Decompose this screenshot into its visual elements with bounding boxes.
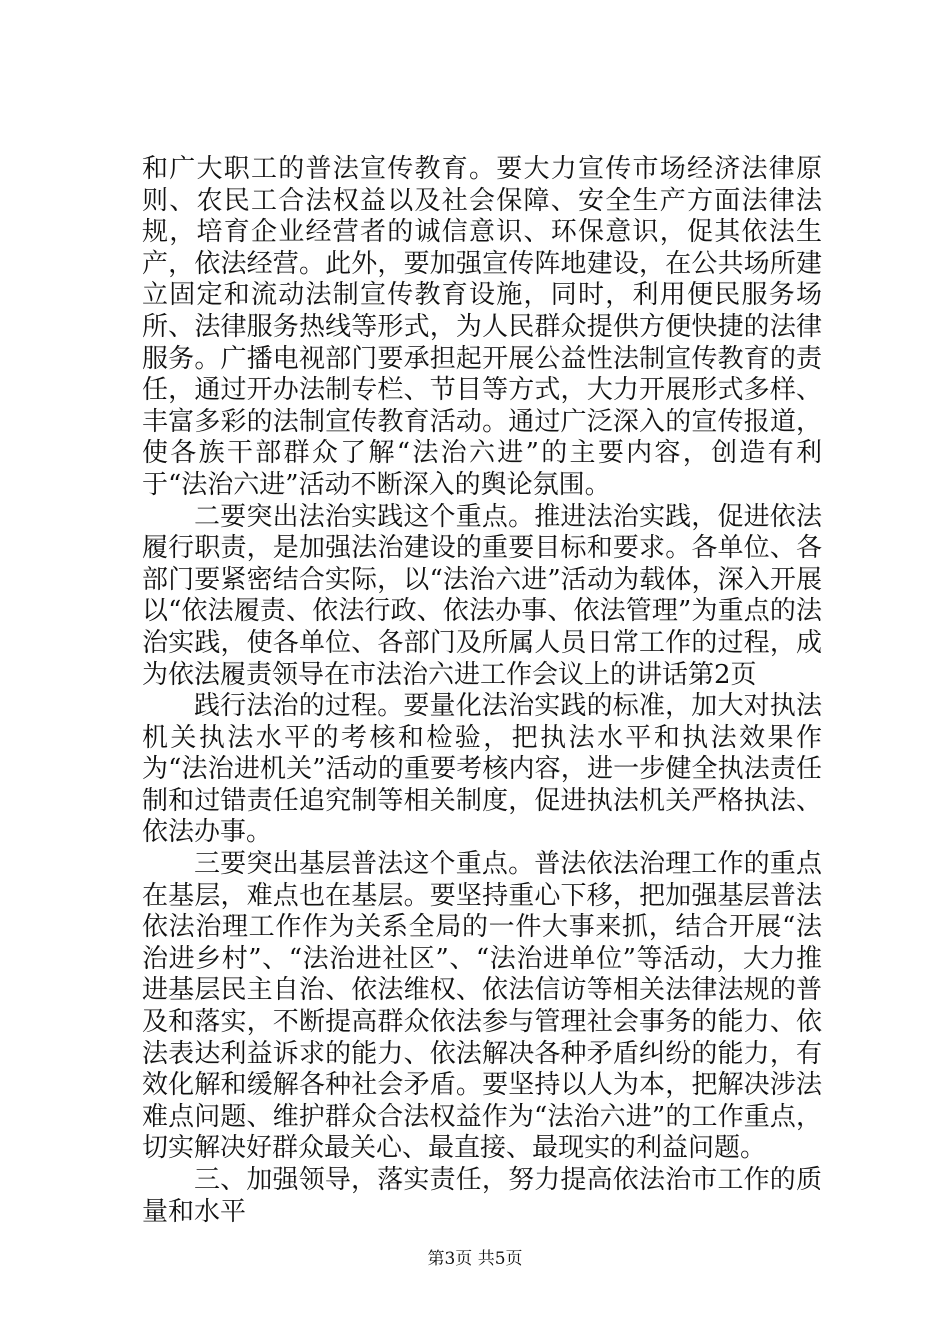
paragraph-3: 践行法治的过程。要量化法治实践的标准，加大对执法机关执法水平的考核和检验，把执法水平和执法效果作为“法治进机关”活动的重要考核内容，进一步健全执法责任制和过错责任追究制等相关制度，促进执法机关严格执法、依法办事。	[142, 691, 822, 848]
paragraph-4: 三要突出基层普法这个重点。普法依法治理工作的重点在基层，难点也在基层。要坚持重心下移，把加强基层普法依法治理工作作为关系全局的一件大事来抓，结合开展“法治进乡村”、“法治进社区”、“法治进单位”等活动，大力推进基层民主自治、依法维权、依法信访等相关法律法规的普及和落实，不断提高群众依法参与管理社会事务的能力、依法表达利益诉求的能力、依法解决各种矛盾纠纷的能力，有效化解和缓解各种社会矛盾。要坚持以人为本，把解决涉法难点问题、维护群众合法权益作为“法治六进”的工作重点，切实解决好群众最关心、最直接、最现实的利益问题。	[142, 849, 822, 1164]
paragraph-1: 和广大职工的普法宣传教育。要大力宣传市场经济法律原则、农民工合法权益以及社会保障、安全生产方面法律法规，培育企业经营者的诚信意识、环保意识，促其依法生产，依法经营。此外，要加强宣传阵地建设，在公共场所建立固定和流动法制宣传教育设施，同时，利用便民服务场所、法律服务热线等形式，为人民群众提供方便快捷的法律服务。广播电视部门要承担起开展公益性法制宣传教育的责任，通过开办法制专栏、节目等方式，大力开展形式多样、丰富多彩的法制宣传教育活动。通过广泛深入的宣传报道，使各族干部群众了解“法治六进”的主要内容，创造有利于“法治六进”活动不断深入的舆论氛围。	[142, 154, 822, 500]
paragraph-2: 二要突出法治实践这个重点。推进法治实践，促进依法履行职责，是加强法治建设的重要目标和要求。各单位、各部门要紧密结合实际，以“法治六进”活动为载体，深入开展以“依法履责、依法行政、依法办事、依法管理”为重点的法治实践，使各单位、各部门及所属人员日常工作的过程，成为依法履责领导在市法治六进工作会议上的讲话第2页	[142, 501, 822, 690]
paragraph-5: 三、加强领导，落实责任，努力提高依法治市工作的质量和水平	[142, 1165, 822, 1227]
document-body	[142, 154, 822, 1228]
page-footer: 第3页 共5页	[427, 1249, 523, 1269]
